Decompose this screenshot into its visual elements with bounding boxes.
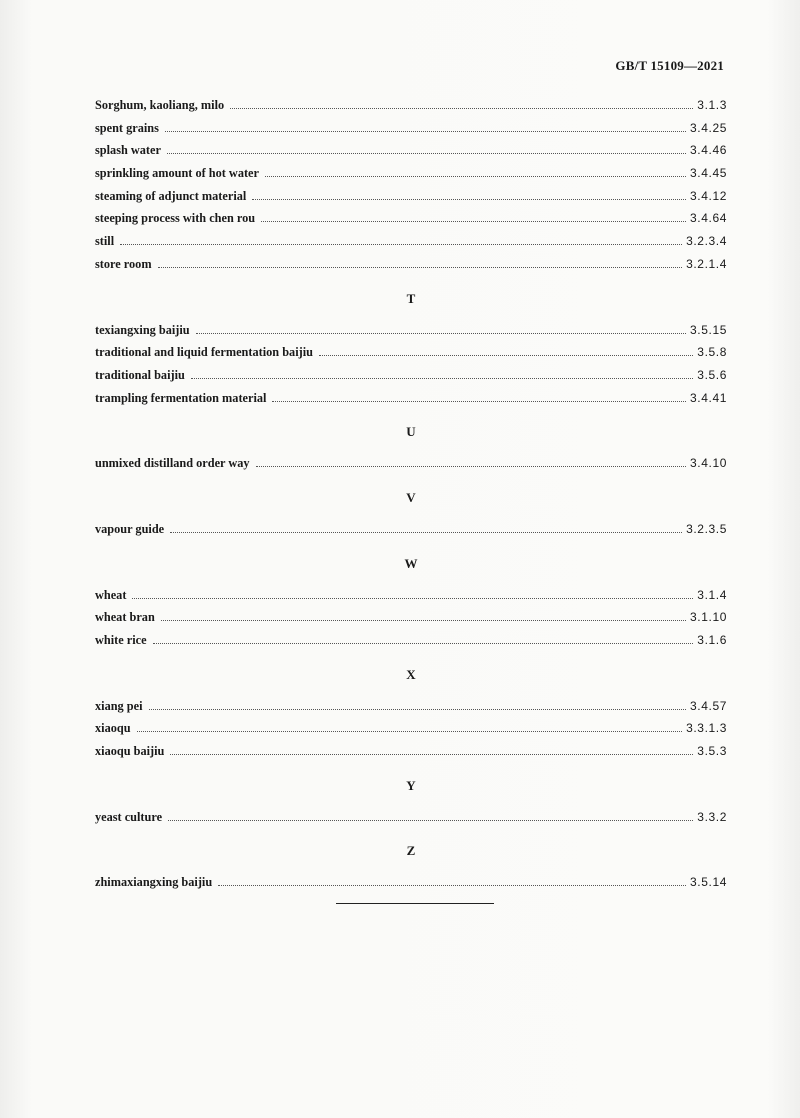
dot-leader: [230, 96, 693, 109]
dot-leader: [137, 719, 683, 732]
index-letter-heading: V: [406, 489, 416, 505]
dot-leader: [252, 187, 686, 200]
index-entry: [95, 608, 727, 631]
clause-reference: 3.1.10: [690, 610, 727, 625]
index-term: xiaoqu baijiu: [95, 744, 165, 759]
clause-reference: 3.4.10: [690, 456, 727, 471]
clause-reference: 3.1.4: [697, 587, 727, 602]
dot-leader: [218, 873, 686, 886]
index-term: traditional baijiu: [95, 367, 185, 382]
clause-reference: 3.4.45: [690, 166, 727, 181]
dot-leader: [265, 164, 686, 177]
index-term: unmixed distilland order way: [95, 456, 250, 471]
clause-reference: 3.5.15: [690, 322, 727, 337]
index-entry: [95, 808, 727, 831]
clause-reference: 3.5.14: [690, 875, 727, 890]
index-entry: [95, 873, 727, 896]
index-letter-heading: Y: [406, 777, 416, 793]
clause-reference: 3.4.25: [690, 120, 727, 135]
index-entry: [95, 343, 727, 366]
dot-leader: [170, 520, 682, 533]
index-term: wheat: [95, 587, 127, 602]
clause-reference: 3.3.2: [697, 809, 727, 824]
dot-leader: [261, 209, 686, 222]
dot-leader: [153, 631, 694, 644]
dot-leader: [165, 119, 686, 132]
index-entry: [95, 389, 727, 412]
clause-reference: 3.4.64: [690, 211, 727, 226]
dot-leader: [149, 697, 687, 710]
index-term: white rice: [95, 633, 147, 647]
dot-leader: [272, 389, 686, 402]
index-letter-heading: X: [406, 666, 416, 682]
alphabetical-index: [95, 96, 727, 896]
dot-leader: [170, 742, 693, 755]
end-rule: [336, 903, 494, 904]
index-term: trampling fermentation material: [95, 390, 267, 405]
index-term: steaming of adjunct material: [95, 188, 247, 203]
dot-leader: [158, 255, 683, 268]
clause-reference: 3.4.57: [690, 698, 727, 713]
clause-reference: 3.3.1.3: [686, 721, 727, 736]
index-term: steeping process with chen rou: [95, 211, 256, 226]
index-entry: [95, 586, 727, 609]
index-term: sprinkling amount of hot water: [95, 166, 259, 181]
index-term: still: [95, 234, 115, 249]
clause-reference: 3.1.6: [697, 633, 727, 647]
clause-reference: 3.1.3: [697, 98, 727, 112]
index-term: store room: [95, 256, 152, 271]
clause-reference: 3.5.8: [697, 345, 727, 360]
index-term: spent grains: [95, 120, 159, 135]
clause-reference: 3.4.12: [690, 188, 727, 203]
index-entry: [95, 454, 727, 477]
index-term: Sorghum, kaoliang, milo: [95, 98, 225, 112]
dot-leader: [196, 321, 686, 334]
dot-leader: [132, 586, 693, 599]
clause-reference: 3.2.3.4: [686, 234, 727, 249]
index-entry: [95, 321, 727, 344]
dot-leader: [168, 808, 693, 821]
index-entry: [95, 631, 727, 654]
clause-reference: 3.4.41: [690, 390, 727, 405]
index-entry: [95, 742, 727, 765]
clause-reference: 3.5.3: [697, 744, 727, 759]
dot-leader: [319, 343, 693, 356]
index-term: texiangxing baijiu: [95, 322, 190, 337]
index-term: traditional and liquid fermentation baijiu: [95, 345, 313, 360]
dot-leader: [256, 454, 686, 467]
index-letter-heading: U: [406, 424, 416, 440]
index-entry: [95, 697, 727, 720]
index-term: wheat bran: [95, 610, 155, 625]
index-term: zhimaxiangxing baijiu: [95, 875, 213, 890]
index-entry: [95, 209, 727, 232]
index-entry: [95, 96, 727, 119]
index-letter-heading: W: [404, 555, 418, 571]
index-term: xiaoqu: [95, 721, 131, 736]
standard-code: GB/T 15109—2021: [615, 58, 724, 73]
index-entry: [95, 141, 727, 164]
index-term: xiang pei: [95, 698, 143, 713]
index-entry: [95, 119, 727, 142]
index-term: vapour guide: [95, 521, 165, 536]
dot-leader: [161, 608, 686, 621]
index-letter-heading: T: [406, 290, 416, 306]
index-entry: [95, 719, 727, 742]
index-entry: [95, 366, 727, 389]
dot-leader: [120, 232, 682, 245]
index-term: splash water: [95, 143, 161, 158]
index-entry: [95, 187, 727, 210]
clause-reference: 3.2.1.4: [686, 256, 727, 271]
index-entry: [95, 520, 727, 543]
clause-reference: 3.5.6: [697, 367, 727, 382]
index-term: yeast culture: [95, 809, 163, 824]
index-entry: [95, 255, 727, 278]
clause-reference: 3.2.3.5: [686, 521, 727, 536]
dot-leader: [167, 141, 686, 154]
dot-leader: [191, 366, 693, 379]
clause-reference: 3.4.46: [690, 143, 727, 158]
index-entry: [95, 232, 727, 255]
index-letter-heading: Z: [406, 843, 416, 859]
index-entry: [95, 164, 727, 187]
